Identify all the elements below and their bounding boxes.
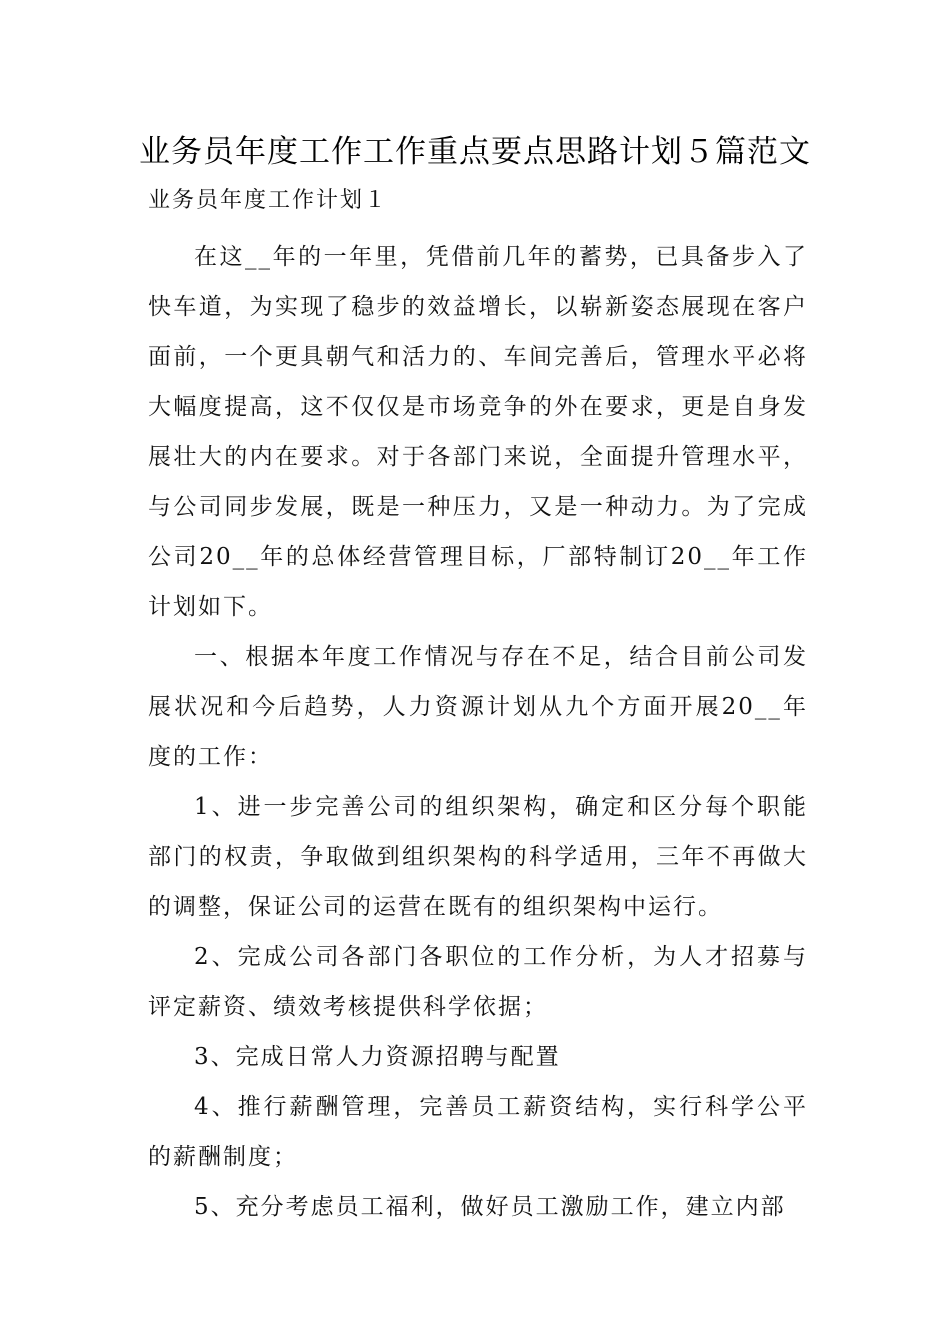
list-item-2: 2、完成公司各部门各职位的工作分析，为人才招募与评定薪资、绩效考核提供科学依据； xyxy=(148,944,808,1020)
section-subtitle: 业务员年度工作计划１ xyxy=(148,188,389,213)
document-title: 业务员年度工作工作重点要点思路计划５篇范文 xyxy=(139,134,811,170)
document-body xyxy=(148,232,808,1232)
section-one-paragraph: 一、根据本年度工作情况与存在不足，结合目前公司发展状况和今后趋势，人力资源计划从九个方面开展20__年度的工作： xyxy=(148,644,808,770)
intro-paragraph: 在这__年的一年里，凭借前几年的蓄势，已具备步入了快车道，为实现了稳步的效益增长，以崭新姿态展现在客户面前，一个更具朝气和活力的、车间完善后，管理水平必将大幅度提高，这不仅仅是市场竞争的外在要求，更是自身发展壮大的内在要求。对于各部门来说，全面提升管理水平，与公司同步发展，既是一种压力，又是一种动力。为了完成公司20__年的总体经营管理目标，厂部特制订20__年工作计划如下。 xyxy=(148,244,808,620)
list-item-5: 5、充分考虑员工福利，做好员工激励工作，建立内部 xyxy=(194,1194,786,1220)
list-item-4: 4、推行薪酬管理，完善员工薪资结构，实行科学公平的薪酬制度； xyxy=(148,1094,808,1170)
list-item-3: 3、完成日常人力资源招聘与配置 xyxy=(194,1044,561,1070)
list-item-1: 1、进一步完善公司的组织架构，确定和区分每个职能部门的权责，争取做到组织架构的科学适用，三年不再做大的调整，保证公司的运营在既有的组织架构中运行。 xyxy=(148,794,808,920)
